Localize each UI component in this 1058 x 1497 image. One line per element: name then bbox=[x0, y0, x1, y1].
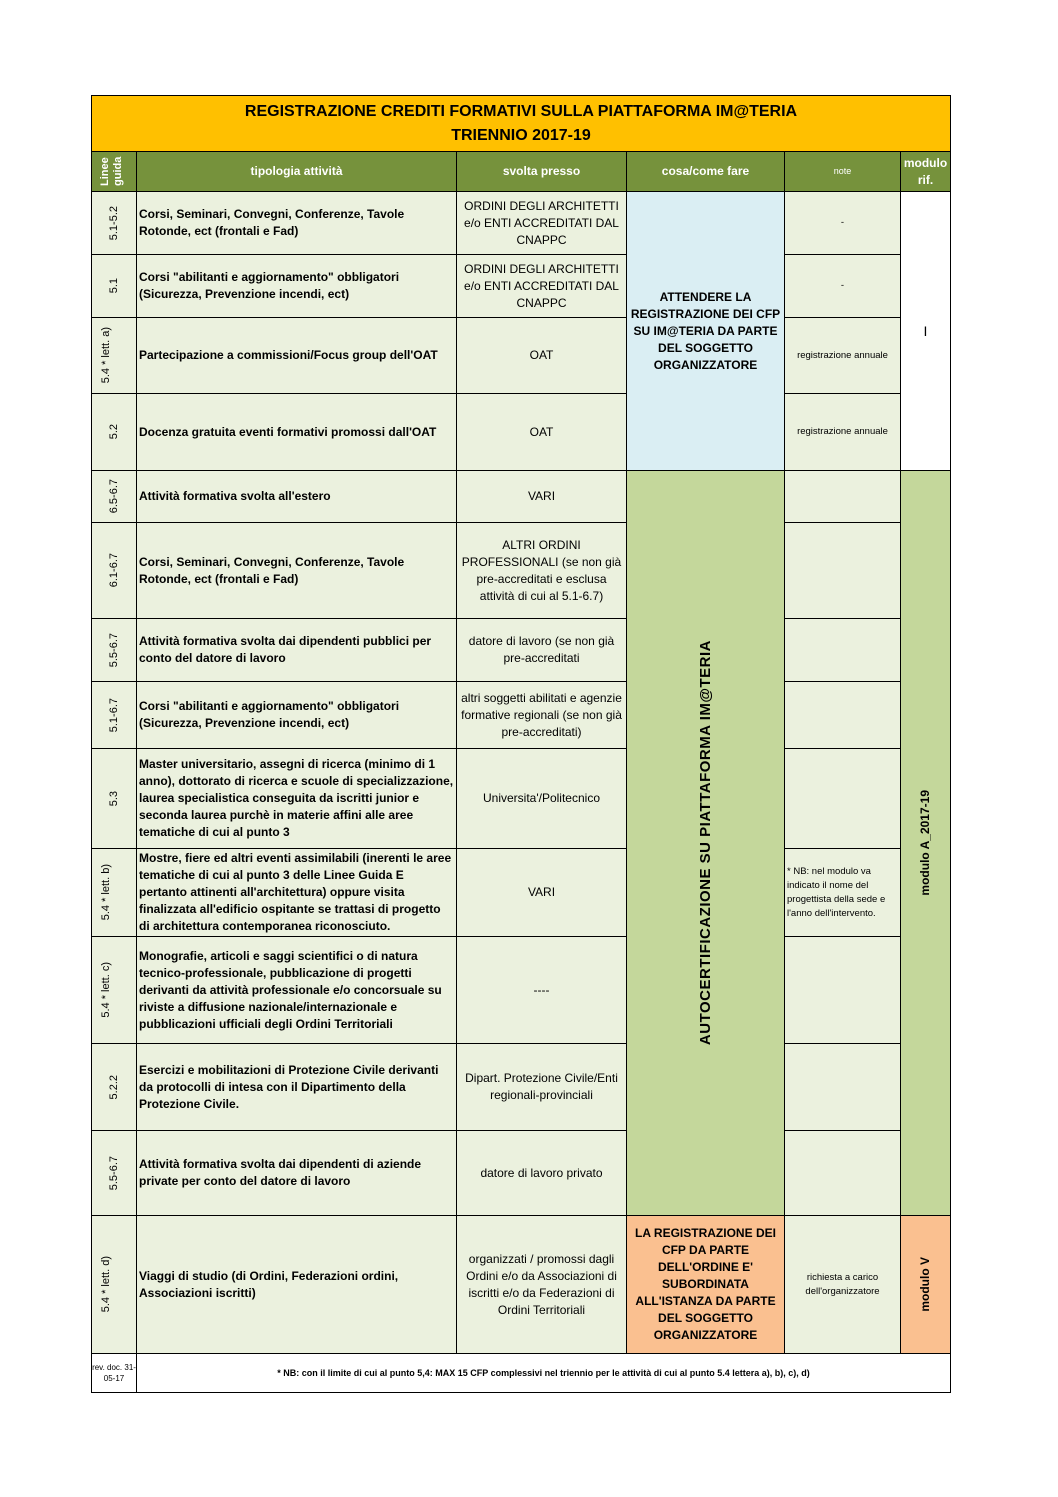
row-11-note bbox=[785, 1044, 901, 1131]
row-2-note: registrazione annuale bbox=[785, 318, 901, 394]
row-0-linee: 5.1-5.2 bbox=[92, 192, 137, 255]
row-6-svolta: datore di lavoro (se non già pre-accreditati bbox=[457, 619, 627, 682]
row-12-note bbox=[785, 1131, 901, 1216]
modulo-a: modulo A_2017-19 bbox=[901, 471, 950, 1216]
row-3-linee: 5.2 bbox=[92, 394, 137, 471]
row-0-note: - bbox=[785, 192, 901, 255]
row-9-tipologia: Mostre, fiere ed altri eventi assimilabili (inerenti le aree tematiche di cui al punto 3 delle Linee Guida E pertanto attinenti all'architettura) oppure visita finalizzata all'edificio ospitante se trattasi di progetto di architettura contemporanea riconosciuto. bbox=[137, 849, 457, 937]
header-modulo: modulo rif. bbox=[901, 152, 950, 192]
row-9-svolta: VARI bbox=[457, 849, 627, 937]
row-11-svolta: Dipart. Protezione Civile/Enti regionali-provinciali bbox=[457, 1044, 627, 1131]
header-note: note bbox=[785, 152, 901, 192]
cosa-autocertificazione: AUTOCERTIFICAZIONE SU PIATTAFORMA IM@TERIA bbox=[627, 471, 785, 1216]
row-1-note: - bbox=[785, 255, 901, 318]
row-6-tipologia: Attività formativa svolta dai dipendenti pubblici per conto del datore di lavoro bbox=[137, 619, 457, 682]
row-0-tipologia: Corsi, Seminari, Convegni, Conferenze, Tavole Rotonde, ect (frontali e Fad) bbox=[137, 192, 457, 255]
row-2-linee: 5.4 * lett. a) bbox=[92, 318, 137, 394]
row-10-svolta: ---- bbox=[457, 937, 627, 1044]
row-8-note bbox=[785, 749, 901, 849]
row-0-svolta: ORDINI DEGLI ARCHITETTI e/o ENTI ACCREDITATI DAL CNAPPC bbox=[457, 192, 627, 255]
crediti-table bbox=[91, 95, 951, 1393]
footer-nb: * NB: con il limite di cui al punto 5,4: MAX 15 CFP complessivi nel triennio per le attività di cui al punto 5.4 lettera a), b), c), d) bbox=[137, 1354, 950, 1392]
row-10-linee: 5.4 * lett. c) bbox=[92, 937, 137, 1044]
row-4-note bbox=[785, 471, 901, 523]
row-7-linee: 5.1-6.7 bbox=[92, 682, 137, 749]
row-1-tipologia: Corsi "abilitanti e aggiornamento" obbligatori (Sicurezza, Prevenzione incendi, ect) bbox=[137, 255, 457, 318]
row-5-tipologia: Corsi, Seminari, Convegni, Conferenze, Tavole Rotonde, ect (frontali e Fad) bbox=[137, 523, 457, 619]
row-4-tipologia: Attività formativa svolta all'estero bbox=[137, 471, 457, 523]
row-11-tipologia: Esercizi e mobilitazioni di Protezione Civile derivanti da protocolli di intesa con il Dipartimento della Protezione Civile. bbox=[137, 1044, 457, 1131]
row-13-tipologia: Viaggi di studio (di Ordini, Federazioni ordini, Associazioni iscritti) bbox=[137, 1216, 457, 1354]
modulo-i: I bbox=[901, 192, 950, 471]
row-7-note bbox=[785, 682, 901, 749]
row-12-linee: 5.5-6.7 bbox=[92, 1131, 137, 1216]
row-13-note: richiesta a carico dell'organizzatore bbox=[785, 1216, 901, 1354]
row-2-tipologia: Partecipazione a commissioni/Focus group dell'OAT bbox=[137, 318, 457, 394]
header-cosa: cosa/come fare bbox=[627, 152, 785, 192]
row-5-note bbox=[785, 523, 901, 619]
row-13-linee: 5.4 * lett. d) bbox=[92, 1216, 137, 1354]
row-12-tipologia: Attività formativa svolta dai dipendenti di aziende private per conto del datore di lavoro bbox=[137, 1131, 457, 1216]
row-7-tipologia: Corsi "abilitanti e aggiornamento" obbligatori (Sicurezza, Prevenzione incendi, ect) bbox=[137, 682, 457, 749]
cosa-attendere: ATTENDERE LA REGISTRAZIONE DEI CFP SU IM@TERIA DA PARTE DEL SOGGETTO ORGANIZZATORE bbox=[627, 192, 785, 471]
modulo-v: modulo V bbox=[901, 1216, 950, 1354]
header-tipologia: tipologia attività bbox=[137, 152, 457, 192]
table-title bbox=[92, 96, 950, 152]
row-3-tipologia: Docenza gratuita eventi formativi promossi dall'OAT bbox=[137, 394, 457, 471]
row-4-linee: 6.5-6.7 bbox=[92, 471, 137, 523]
row-4-svolta: VARI bbox=[457, 471, 627, 523]
row-3-note: registrazione annuale bbox=[785, 394, 901, 471]
title-line-1: REGISTRAZIONE CREDITI FORMATIVI SULLA PIATTAFORMA IM@TERIA bbox=[244, 102, 798, 120]
header-svolta: svolta presso bbox=[457, 152, 627, 192]
row-9-linee: 5.4 * lett. b) bbox=[92, 849, 137, 937]
row-11-linee: 5.2.2 bbox=[92, 1044, 137, 1131]
row-2-svolta: OAT bbox=[457, 318, 627, 394]
row-8-linee: 5.3 bbox=[92, 749, 137, 849]
row-13-svolta: organizzati / promossi dagli Ordini e/o da Associazioni di iscritti e/o da Federazioni di Ordini Territoriali bbox=[457, 1216, 627, 1354]
row-1-linee: 5.1 bbox=[92, 255, 137, 318]
row-3-svolta: OAT bbox=[457, 394, 627, 471]
row-7-svolta: altri soggetti abilitati e agenzie formative regionali (se non già pre-accreditati) bbox=[457, 682, 627, 749]
row-12-svolta: datore di lavoro privato bbox=[457, 1131, 627, 1216]
footer-rev: rev. doc. 31-05-17 bbox=[92, 1354, 137, 1392]
row-8-svolta: Universita'/Politecnico bbox=[457, 749, 627, 849]
row-1-svolta: ORDINI DEGLI ARCHITETTI e/o ENTI ACCREDITATI DAL CNAPPC bbox=[457, 255, 627, 318]
title-line-2: TRIENNIO 2017-19 bbox=[451, 126, 591, 144]
row-5-linee: 6.1-6.7 bbox=[92, 523, 137, 619]
row-10-tipologia: Monografie, articoli e saggi scientifici o di natura tecnico-professionale, pubblicazione di progetti derivanti da attività professionale e/o concorsuale su riviste a diffusione nazionale/internazionale e pubblicazioni ufficiali degli Ordini Territoriali bbox=[137, 937, 457, 1044]
row-5-svolta: ALTRI ORDINI PROFESSIONALI (se non già pre-accreditati e esclusa attività di cui al 5.1-6.7) bbox=[457, 523, 627, 619]
row-6-linee: 5.5-6.7 bbox=[92, 619, 137, 682]
row-9-note: * NB: nel modulo va indicato il nome del progettista della sede e l'anno dell'intervento. bbox=[785, 849, 901, 937]
cosa-subordinata: LA REGISTRAZIONE DEI CFP DA PARTE DELL'ORDINE E' SUBORDINATA ALL'ISTANZA DA PARTE DEL SOGGETTO ORGANIZZATORE bbox=[627, 1216, 785, 1354]
row-10-note bbox=[785, 937, 901, 1044]
header-linee: Linee guida bbox=[92, 152, 137, 192]
row-6-note bbox=[785, 619, 901, 682]
row-8-tipologia: Master universitario, assegni di ricerca (minimo di 1 anno), dottorato di ricerca e scuole di specializzazione, laurea specialistica conseguita da iscritti junior e seconda laurea purchè in materie affini alle aree tematiche di cui al punto 3 bbox=[137, 749, 457, 849]
